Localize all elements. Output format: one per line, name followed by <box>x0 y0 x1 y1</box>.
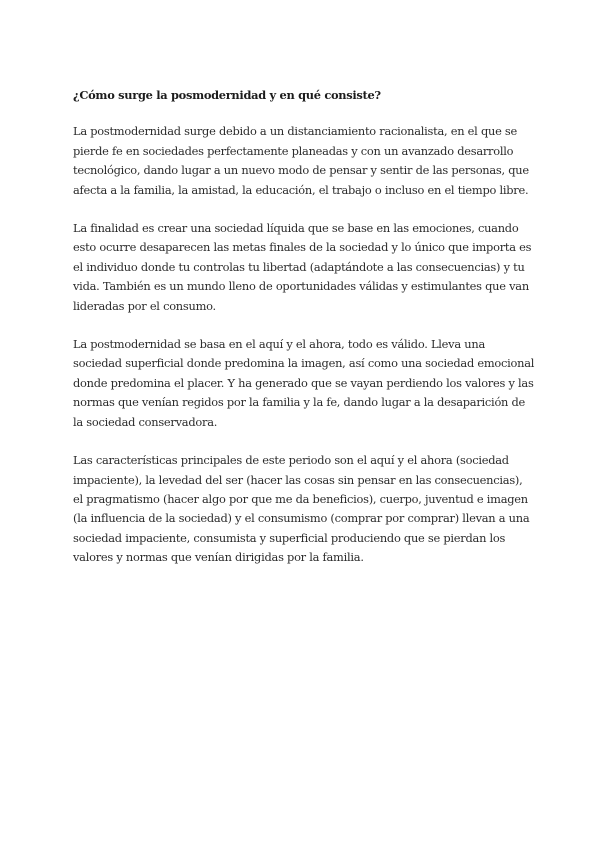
document-body <box>73 86 535 587</box>
paragraph-characteristics: Las características principales de este periodo son el aquí y el ahora (sociedad impaciente), la levedad del ser (hacer las cosas sin pensar en las consecuencias), el pragmatismo (hacer algo por que me da beneficios), cuerpo, juventud e imagen (la influencia de la sociedad) y el consumismo (comprar por comprar) llevan a una sociedad impaciente, consumista y superficial produciendo que se pierdan los valores y normas que venían dirigidas por la familia. <box>73 453 530 565</box>
document-heading: ¿Cómo surge la posmodernidad y en qué consiste? <box>73 88 381 102</box>
paragraph-foundation: La postmodernidad se basa en el aquí y el ahora, todo es válido. Lleva una sociedad superficial donde predomina la imagen, así como una sociedad emocional donde predomina el placer. Y ha generado que se vayan perdiendo los valores y las normas que venían regidos por la familia y la fe, dando lugar a la desaparición de la sociedad conservadora. <box>73 337 535 429</box>
paragraph-origin: La postmodernidad surge debido a un distanciamiento racionalista, en el que se pierde fe en sociedades perfectamente planeadas y con un avanzado desarrollo tecnológico, dando lugar a un nuevo modo de pensar y sentir de las personas, que afecta a la familia, la amistad, la educación, el trabajo o incluso en el tiempo libre. <box>73 124 529 197</box>
paragraph-purpose: La finalidad es crear una sociedad líquida que se base en las emociones, cuando esto ocurre desaparecen las metas finales de la sociedad y lo único que importa es el individuo donde tu controlas tu libertad (adaptándote a las consecuencias) y tu vida. También es un mundo lleno de oportunidades válidas y estimulantes que van lideradas por el consumo. <box>73 221 532 313</box>
